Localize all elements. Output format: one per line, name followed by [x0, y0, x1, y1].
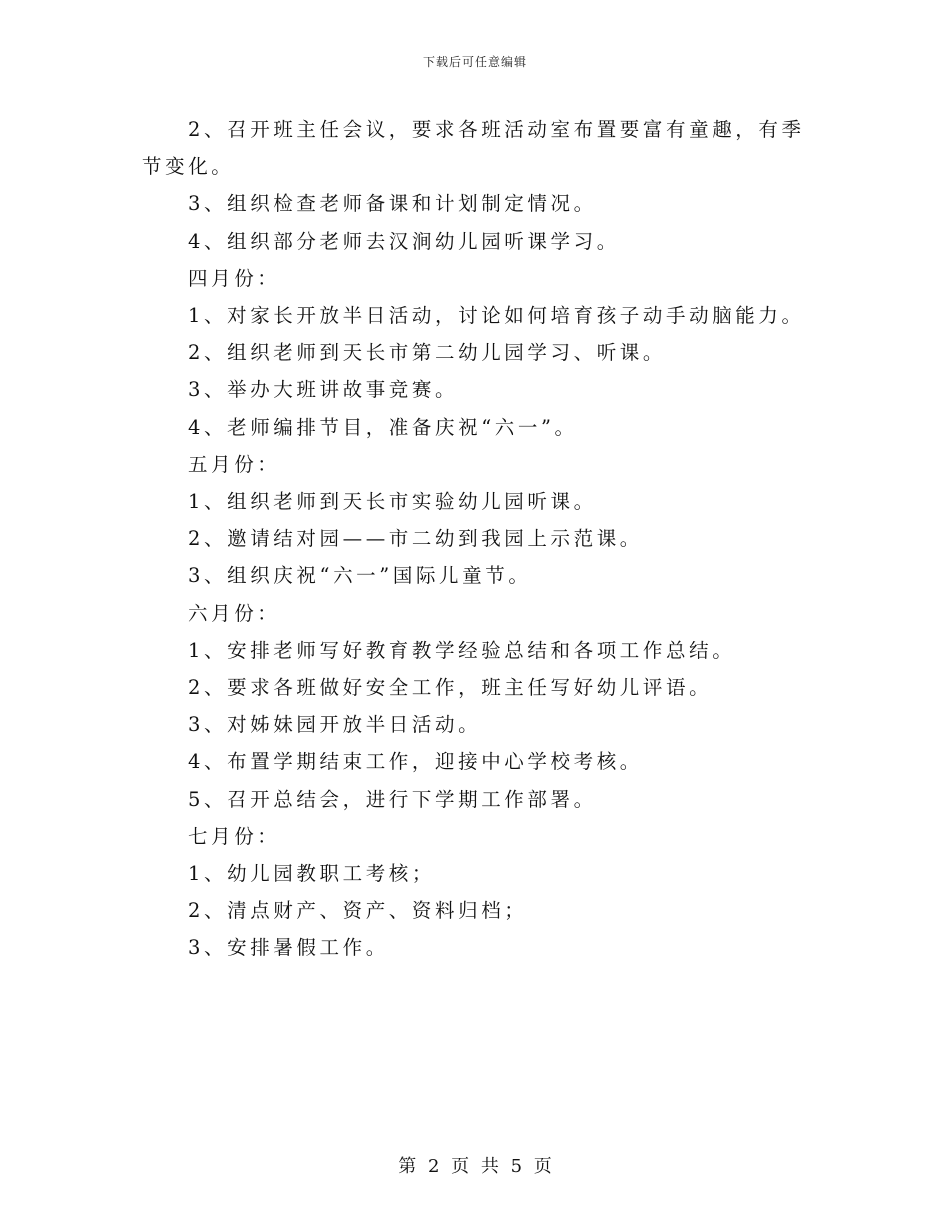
paragraph: 3、对姊妹园开放半日活动。 [188, 713, 482, 737]
header-note: 下载后可任意编辑 [422, 55, 527, 69]
paragraph: 3、安排暑假工作。 [188, 936, 389, 960]
paragraph: 4、组织部分老师去汉涧幼儿园听课学习。 [188, 229, 620, 253]
paragraph: 2、要求各班做好安全工作，班主任写好幼儿评语。 [188, 676, 713, 700]
section-heading-july: 七月份： [188, 824, 281, 848]
paragraph: 3、组织庆祝“六一”国际儿童节。 [188, 564, 532, 588]
section-heading-june: 六月份： [188, 601, 281, 625]
paragraph: 2、召开班主任会议，要求各班活动室布置要富有童趣，有季节变化。 [142, 118, 805, 179]
paragraph: 3、举办大班讲故事竞赛。 [188, 378, 459, 402]
document-body [142, 111, 822, 967]
section-heading-april: 四月份： [188, 266, 281, 290]
paragraph: 2、邀请结对园——市二幼到我园上示范课。 [188, 527, 643, 551]
paragraph: 1、安排老师写好教育教学经验总结和各项工作总结。 [188, 638, 736, 662]
paragraph: 3、组织检查老师备课和计划制定情况。 [188, 192, 597, 216]
paragraph: 1、组织老师到天长市实验幼儿园听课。 [188, 490, 597, 514]
section-heading-may: 五月份： [188, 452, 281, 476]
paragraph: 4、老师编排节目，准备庆祝“六一”。 [188, 415, 578, 439]
paragraph: 1、对家长开放半日活动，讨论如何培育孩子动手动脑能力。 [188, 304, 805, 328]
paragraph: 4、布置学期结束工作，迎接中心学校考核。 [188, 750, 643, 774]
paragraph: 2、清点财产、资产、资料归档； [188, 899, 528, 923]
paragraph: 5、召开总结会，进行下学期工作部署。 [188, 787, 597, 811]
paragraph: 1、幼儿园教职工考核； [188, 862, 436, 886]
page-number-footer: 第 2 页 共 5 页 [398, 1156, 552, 1177]
paragraph: 2、组织老师到天长市第二幼儿园学习、听课。 [188, 341, 667, 365]
